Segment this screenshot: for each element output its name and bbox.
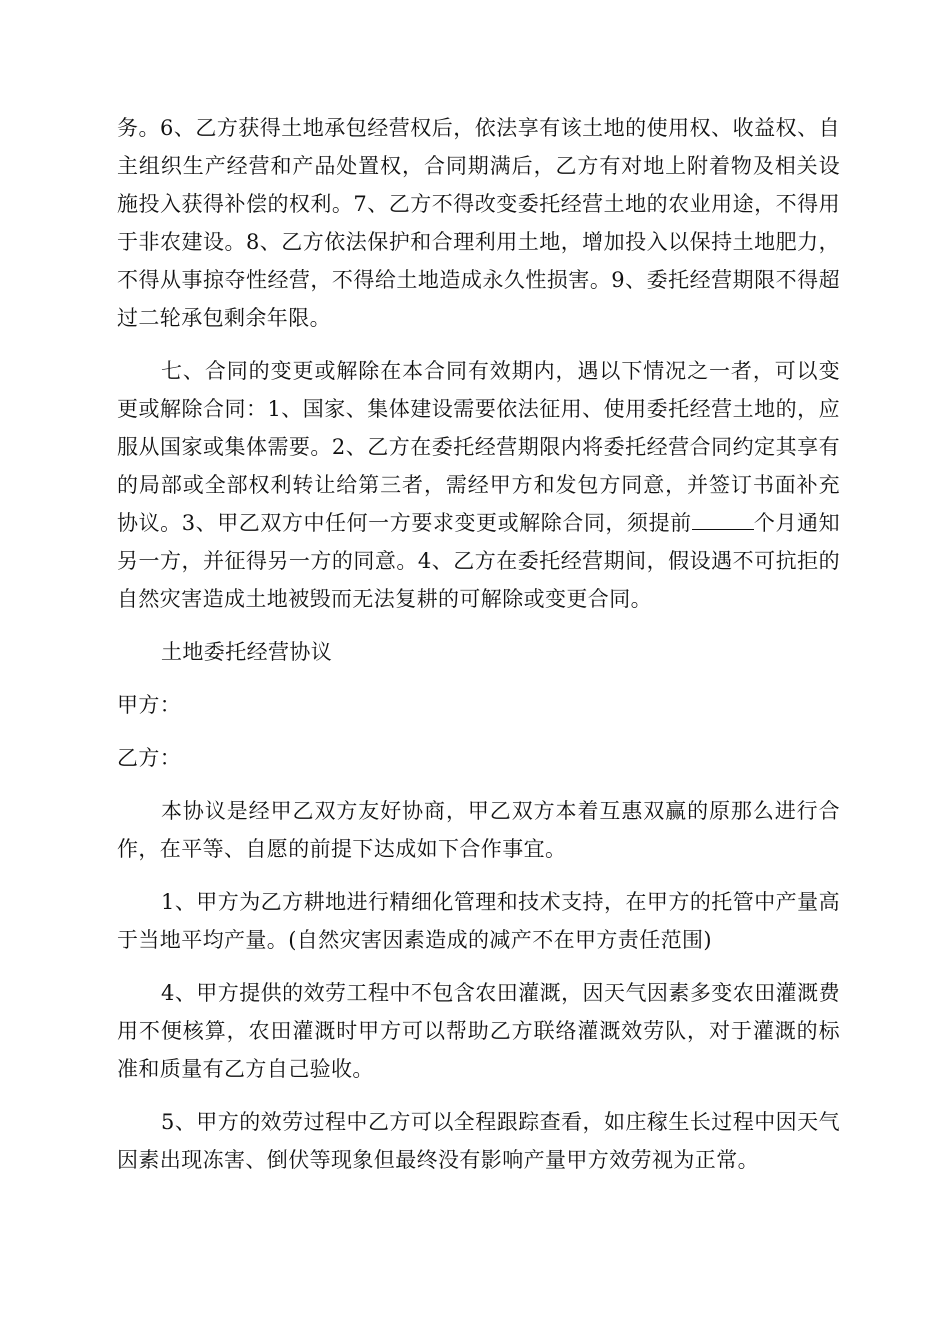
paragraph-contract-change <box>117 352 840 618</box>
party-a-label: 甲方： <box>117 693 182 717</box>
agreement-item-1: 1、甲方为乙方耕地进行精细化管理和技术支持，在甲方的托管中产量高于当地平均产量。(自然灾害因素造成的减产不在甲方责任范围) <box>117 890 840 952</box>
agreement-item-5: 5、甲方的效劳过程中乙方可以全程跟踪查看，如庄稼生长过程中因天气因素出现冻害、倒伏等现象但最终没有影响产量甲方效劳视为正常。 <box>117 1110 840 1172</box>
paragraph-obligations-continued: 务。6、乙方获得土地承包经营权后，依法享有该土地的使用权、收益权、自主组织生产经营和产品处置权，合同期满后，乙方有对地上附着物及相关设施投入获得补偿的权利。7、乙方不得改变委托经营土地的农业用途，不得用于非农建设。8、乙方依法保护和合理利用土地，增加投入以保持土地肥力，不得从事掠夺性经营，不得给土地造成永久性损害。9、委托经营期限不得超过二轮承包剩余年限。 <box>117 116 840 330</box>
contract-change-text-start: 七、合同的变更或解除在本合同有效期内，遇以下情况之一者，可以变更或解除合同：1、国家、集体建设需要依法征用、使用委托经营土地的，应服从国家或集体需要。2、乙方在委托经营期限内将委托经营合同约定其享有的局部或全部权利转让给第三者，需经甲方和发包方同意，并签订书面补充协议。3、甲乙双方中任何一方要求变更或解除合同，须提前 <box>117 359 840 535</box>
agreement-title: 土地委托经营协议 <box>161 640 333 664</box>
party-b-label: 乙方： <box>117 746 182 770</box>
agreement-item-4: 4、甲方提供的效劳工程中不包含农田灌溉，因天气因素多变农田灌溉费用不便核算，农田灌溉时甲方可以帮助乙方联络灌溉效劳队，对于灌溉的标准和质量有乙方自己验收。 <box>117 981 840 1081</box>
agreement-intro: 本协议是经甲乙双方友好协商，甲乙双方本着互惠双赢的原那么进行合作，在平等、自愿的前提下达成如下合作事宜。 <box>117 799 840 861</box>
contract-change-text-end: 个月通知另一方，并征得另一方的同意。4、乙方在委托经营期间，假设遇不可抗拒的自然灾害造成土地被毁而无法复耕的可解除或变更合同。 <box>117 511 840 611</box>
months-blank-line <box>692 507 754 530</box>
